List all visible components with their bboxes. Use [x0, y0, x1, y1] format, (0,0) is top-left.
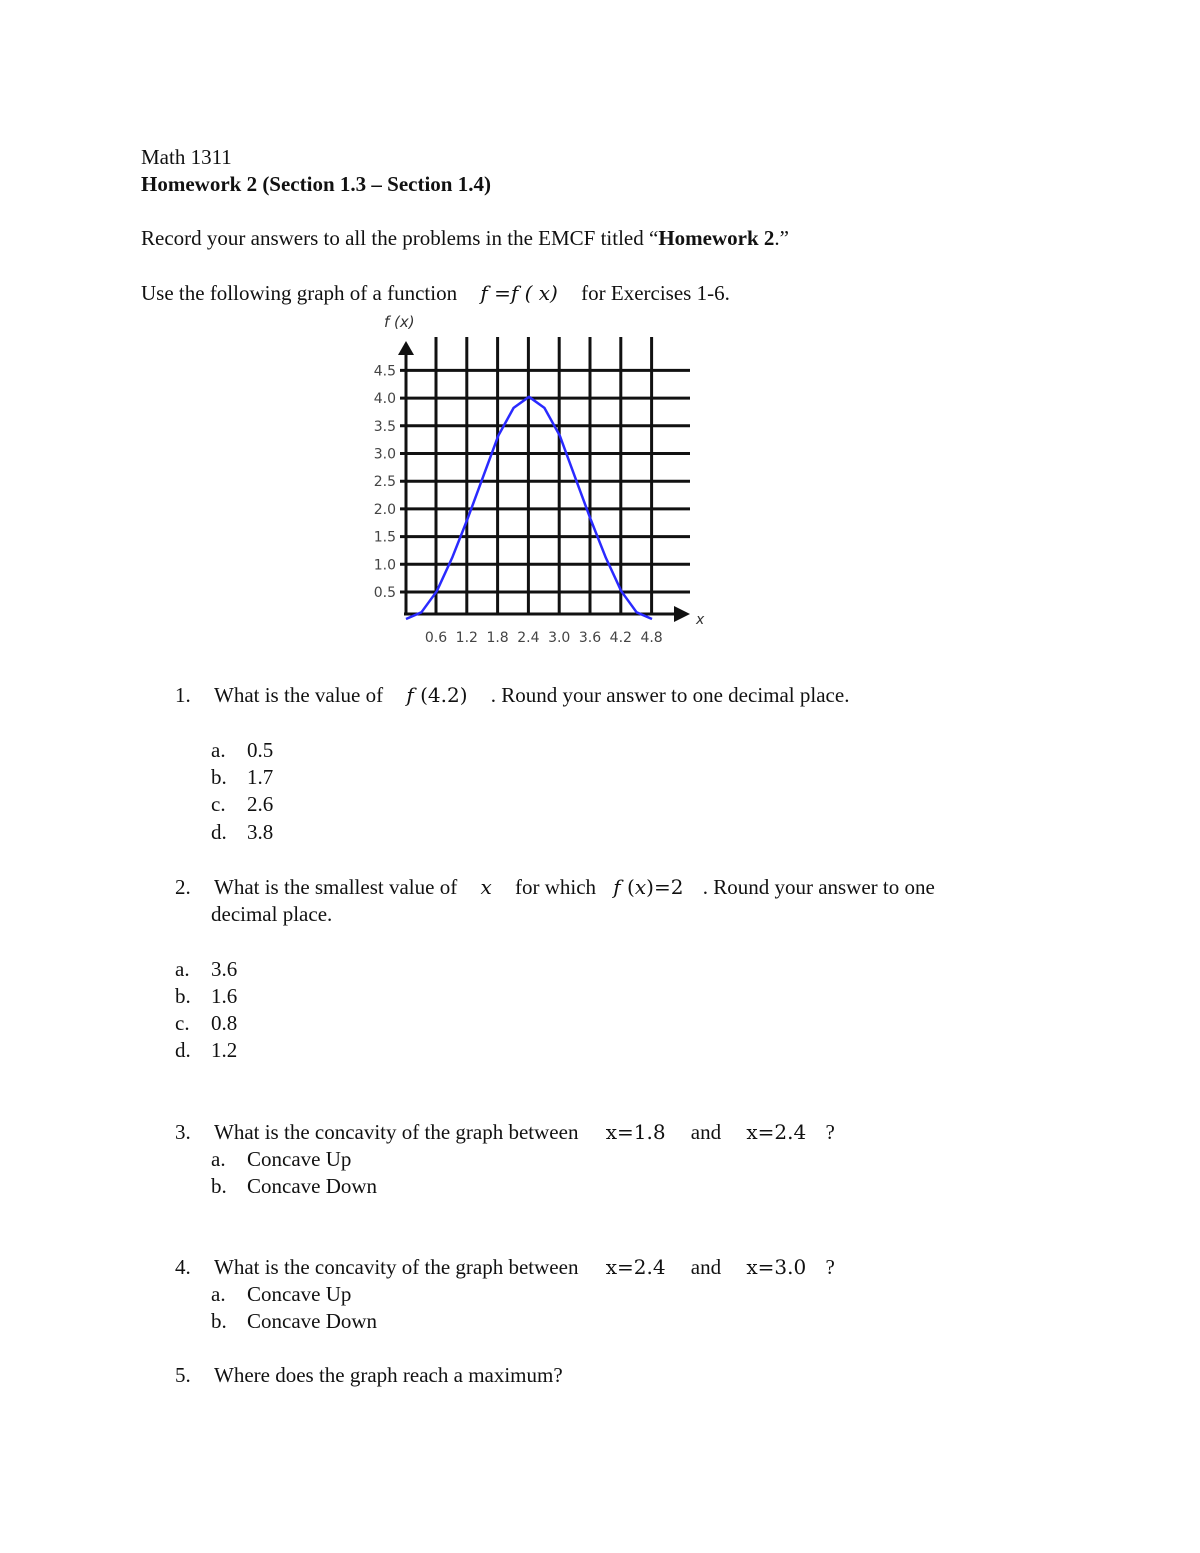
question-4-pre: What is the concavity of the graph between — [214, 1255, 579, 1279]
question-2 — [175, 875, 935, 900]
q2-option-b[interactable] — [175, 984, 237, 1009]
question-1 — [175, 683, 849, 708]
x-tick-label: 3.6 — [578, 630, 602, 646]
q2-option-c-text: 0.8 — [211, 1011, 238, 1035]
y-tick-label: 2.0 — [373, 501, 396, 518]
grid — [400, 337, 690, 614]
q1-option-b[interactable] — [211, 765, 273, 790]
question-3 — [175, 1120, 835, 1145]
question-5-number: 5. — [175, 1363, 191, 1387]
question-4 — [175, 1255, 835, 1280]
question-2-post: . Round your answer to one — [702, 875, 935, 899]
x-tick-label: 1.2 — [455, 630, 478, 646]
q1-option-c-text: 2.6 — [247, 792, 274, 816]
q3-option-a[interactable] — [211, 1147, 351, 1172]
question-3-number: 3. — [175, 1120, 191, 1144]
question-1-pre: What is the value of — [214, 683, 384, 707]
y-tick-label: 2.5 — [373, 474, 396, 491]
question-4-post: ? — [825, 1255, 835, 1279]
q1-option-b-text: 1.7 — [247, 765, 274, 789]
y-axis-label: f (x) — [384, 313, 415, 331]
q2-option-b-text: 1.6 — [211, 984, 238, 1008]
intro-function: f =f ( x) — [480, 281, 558, 305]
x-axis-label: x — [696, 612, 705, 628]
question-1-post: . Round your answer to one decimal place. — [490, 683, 850, 707]
q3-option-b-text: Concave Down — [247, 1174, 378, 1198]
q1-option-a[interactable] — [211, 738, 273, 763]
question-3-math-2: x=2.4 — [746, 1120, 807, 1144]
q2-option-d[interactable] — [175, 1038, 237, 1063]
question-1-number: 1. — [175, 683, 191, 707]
q2-option-d-letter: d. — [175, 1038, 191, 1062]
q4-option-b-text: Concave Down — [247, 1309, 378, 1333]
x-tick-label: 1.8 — [486, 630, 509, 646]
question-2-number: 2. — [175, 875, 191, 899]
y-axis-arrow — [398, 341, 414, 355]
q1-option-d[interactable] — [211, 820, 273, 845]
q2-option-a[interactable] — [175, 957, 237, 982]
x-tick-label: 2.4 — [517, 630, 540, 646]
q1-option-c-letter: c. — [211, 792, 226, 816]
instructions-bold: Homework 2 — [658, 226, 775, 250]
instructions-pre: Record your answers to all the problems in the EMCF titled “ — [141, 226, 659, 250]
q4-option-a-letter: a. — [211, 1282, 226, 1306]
function-graph — [340, 305, 720, 655]
question-5-text: Where does the graph reach a maximum? — [214, 1363, 563, 1387]
y-tick-label: 1.0 — [373, 557, 396, 574]
q1-option-c[interactable] — [211, 792, 273, 817]
question-3-math-1: x=1.8 — [605, 1120, 666, 1144]
question-2-math-x: x — [480, 875, 492, 899]
y-tick-label: 1.5 — [373, 529, 396, 546]
y-tick-label: 4.0 — [373, 391, 396, 408]
q2-option-c-letter: c. — [175, 1011, 190, 1035]
q4-option-b[interactable] — [211, 1309, 377, 1334]
question-4-number: 4. — [175, 1255, 191, 1279]
question-1-math: f (4.2) — [406, 683, 468, 707]
question-2-line2: decimal place. — [211, 902, 333, 926]
q3-option-a-letter: a. — [211, 1147, 226, 1171]
question-3-post: ? — [825, 1120, 835, 1144]
question-2-math-f: f (x)=2 — [613, 875, 684, 899]
question-2-mid: for which — [514, 875, 597, 899]
course-title: Math 1311 — [141, 145, 232, 169]
y-tick-label: 3.0 — [373, 446, 396, 463]
q1-option-b-letter: b. — [211, 765, 227, 789]
question-5 — [175, 1363, 563, 1388]
q1-option-a-text: 0.5 — [247, 738, 274, 762]
q1-option-a-letter: a. — [211, 738, 226, 762]
x-tick-label: 0.6 — [424, 630, 448, 646]
y-tick-label: 0.5 — [373, 585, 396, 601]
y-tick-label: 3.5 — [373, 418, 396, 435]
q2-option-a-text: 3.6 — [211, 957, 238, 981]
q1-option-d-text: 3.8 — [247, 820, 274, 844]
intro-post: for Exercises 1-6. — [581, 281, 730, 305]
question-3-pre: What is the concavity of the graph between — [214, 1120, 579, 1144]
question-3-mid: and — [690, 1120, 722, 1144]
q1-option-d-letter: d. — [211, 820, 227, 844]
instructions — [141, 226, 789, 251]
instructions-post: .” — [774, 226, 789, 250]
intro-pre: Use the following graph of a function — [141, 281, 458, 305]
q2-option-d-text: 1.2 — [211, 1038, 238, 1062]
q3-option-a-text: Concave Up — [247, 1147, 352, 1171]
q2-option-c[interactable] — [175, 1011, 237, 1036]
question-4-math-2: x=3.0 — [746, 1255, 807, 1279]
intro-line — [141, 281, 730, 306]
y-tick-label: 4.5 — [373, 363, 396, 380]
x-tick-label: 4.8 — [640, 630, 663, 646]
question-4-mid: and — [690, 1255, 722, 1279]
q3-option-b-letter: b. — [211, 1174, 227, 1198]
q4-option-a-text: Concave Up — [247, 1282, 352, 1306]
q2-option-a-letter: a. — [175, 957, 190, 981]
question-4-math-1: x=2.4 — [605, 1255, 666, 1279]
q3-option-b[interactable] — [211, 1174, 377, 1199]
x-axis-arrow — [674, 606, 690, 622]
x-tick-label: 3.0 — [548, 630, 571, 646]
homework-title: Homework 2 (Section 1.3 – Section 1.4) — [141, 172, 491, 196]
question-2-pre: What is the smallest value of — [214, 875, 458, 899]
x-tick-label: 4.2 — [609, 630, 632, 646]
q4-option-b-letter: b. — [211, 1309, 227, 1333]
q4-option-a[interactable] — [211, 1282, 351, 1307]
q2-option-b-letter: b. — [175, 984, 191, 1008]
